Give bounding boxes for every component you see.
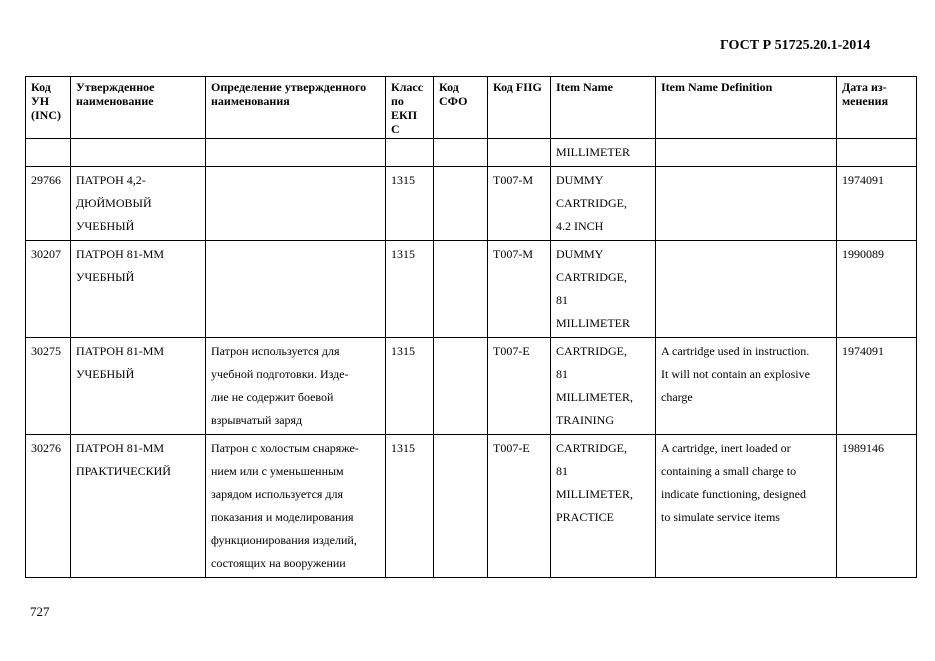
table-row-continuation: [26, 139, 917, 167]
table-row: [26, 435, 917, 578]
cell-change-date: [837, 139, 917, 167]
cell-code: 30276: [26, 435, 71, 578]
cell-code: 30207: [26, 241, 71, 338]
cell-item-name-definition: [656, 139, 837, 167]
cell-line: DUMMY: [556, 173, 604, 187]
cell-item-name: [551, 167, 656, 241]
cell-item-name-definition: [656, 241, 837, 338]
document-code: ГОСТ Р 51725.20.1-2014: [720, 38, 871, 53]
cell-line: A cartridge, inert loaded or: [661, 441, 791, 455]
table-row: [26, 338, 917, 435]
cell-line: ПАТРОН 81-ММ: [76, 441, 165, 455]
cell-line: MILLIMETER,: [556, 487, 633, 501]
cell-item-name: [551, 241, 656, 338]
cell-line: Патрон используется для: [211, 344, 340, 358]
cell-line: charge: [661, 390, 693, 404]
cell-fiig: T007-M: [488, 167, 551, 241]
cell-line: ПАТРОН 81-ММ: [76, 247, 165, 261]
cell-line: to simulate service items: [661, 510, 780, 524]
cell-line: ПАТРОН 81-ММ: [76, 344, 165, 358]
page-number: 727: [30, 604, 50, 619]
cell-change-date: 1989146: [837, 435, 917, 578]
col-header-class: Класс по ЕКП С: [386, 77, 434, 139]
cell-change-date: 1990089: [837, 241, 917, 338]
cell-sfo: [434, 338, 488, 435]
col-header-item-name: Item Name: [551, 77, 656, 139]
cell-line: It will not contain an explosive: [661, 367, 810, 381]
col-header-approved-name: Утвержденное наименование: [71, 77, 206, 139]
table-row: [26, 241, 917, 338]
cell-line: УЧЕБНЫЙ: [76, 270, 135, 284]
cell-line: показания и моделирования: [211, 510, 354, 524]
cell-line: PRACTICE: [556, 510, 615, 524]
col-header-fiig: Код FIIG: [488, 77, 551, 139]
cell-item-name-definition: [656, 167, 837, 241]
cell-code: 30275: [26, 338, 71, 435]
cell-line: CARTRIDGE,: [556, 196, 627, 210]
catalog-table: [25, 76, 917, 578]
cell-sfo: [434, 139, 488, 167]
cell-line: ПРАКТИЧЕСКИЙ: [76, 464, 171, 478]
cell-code: [26, 139, 71, 167]
col-header-code: Код УН (INC): [26, 77, 71, 139]
cell-item-name: [551, 435, 656, 578]
cell-line: containing a small charge to: [661, 464, 797, 478]
cell-change-date: 1974091: [837, 167, 917, 241]
cell-line: MILLIMETER,: [556, 390, 633, 404]
cell-line: УЧЕБНЫЙ: [76, 367, 135, 381]
cell-line: CARTRIDGE,: [556, 441, 627, 455]
cell-line: учебной подготовки. Изде-: [211, 367, 349, 381]
cell-line: взрывчатый заряд: [211, 413, 303, 427]
cell-line: Патрон с холостым снаряже-: [211, 441, 359, 455]
cell-approved-name: [71, 241, 206, 338]
col-header-sfo: Код СФО: [434, 77, 488, 139]
cell-fiig: T007-E: [488, 338, 551, 435]
cell-definition: [206, 435, 386, 578]
cell-line: 4.2 INCH: [556, 219, 604, 233]
cell-definition: [206, 338, 386, 435]
cell-code: 29766: [26, 167, 71, 241]
cell-approved-name: [71, 167, 206, 241]
col-header-definition: Определение утвержденного наименования: [206, 77, 386, 139]
cell-line: зарядом используется для: [211, 487, 344, 501]
cell-sfo: [434, 435, 488, 578]
cell-line: TRAINING: [556, 413, 614, 427]
cell-line: CARTRIDGE,: [556, 344, 627, 358]
cell-sfo: [434, 167, 488, 241]
cell-approved-name: [71, 139, 206, 167]
cell-fiig: T007-E: [488, 435, 551, 578]
cell-line: ПАТРОН 4,2-: [76, 173, 146, 187]
cell-item-name-definition: [656, 435, 837, 578]
cell-line: 81: [556, 367, 568, 381]
col-header-change-date: Дата из-менения: [837, 77, 917, 139]
cell-line: функционирования изделий,: [211, 533, 357, 547]
cell-class: 1315: [386, 435, 434, 578]
table-row: [26, 167, 917, 241]
cell-line: нием или с уменьшенным: [211, 464, 344, 478]
cell-change-date: 1974091: [837, 338, 917, 435]
cell-definition: [206, 241, 386, 338]
cell-item-name: MILLIMETER: [551, 139, 656, 167]
cell-line: состоящих на вооружении: [211, 556, 346, 570]
cell-line: MILLIMETER: [556, 316, 630, 330]
cell-class: [386, 139, 434, 167]
cell-class: 1315: [386, 167, 434, 241]
cell-line: лие не содержит боевой: [211, 390, 334, 404]
cell-approved-name: [71, 338, 206, 435]
table-header-row: [26, 77, 917, 139]
cell-fiig: [488, 139, 551, 167]
cell-item-name-definition: [656, 338, 837, 435]
cell-line: indicate functioning, designed: [661, 487, 806, 501]
cell-definition: [206, 167, 386, 241]
cell-definition: [206, 139, 386, 167]
cell-line: A cartridge used in instruction.: [661, 344, 810, 358]
cell-line: DUMMY: [556, 247, 604, 261]
cell-class: 1315: [386, 338, 434, 435]
cell-line: CARTRIDGE,: [556, 270, 627, 284]
cell-line: 81: [556, 464, 568, 478]
cell-approved-name: [71, 435, 206, 578]
cell-line: УЧЕБНЫЙ: [76, 219, 135, 233]
cell-fiig: T007-M: [488, 241, 551, 338]
cell-sfo: [434, 241, 488, 338]
cell-item-name: [551, 338, 656, 435]
col-header-item-name-definition: Item Name Definition: [656, 77, 837, 139]
cell-class: 1315: [386, 241, 434, 338]
cell-line: ДЮЙМОВЫЙ: [76, 196, 152, 210]
cell-line: 81: [556, 293, 568, 307]
